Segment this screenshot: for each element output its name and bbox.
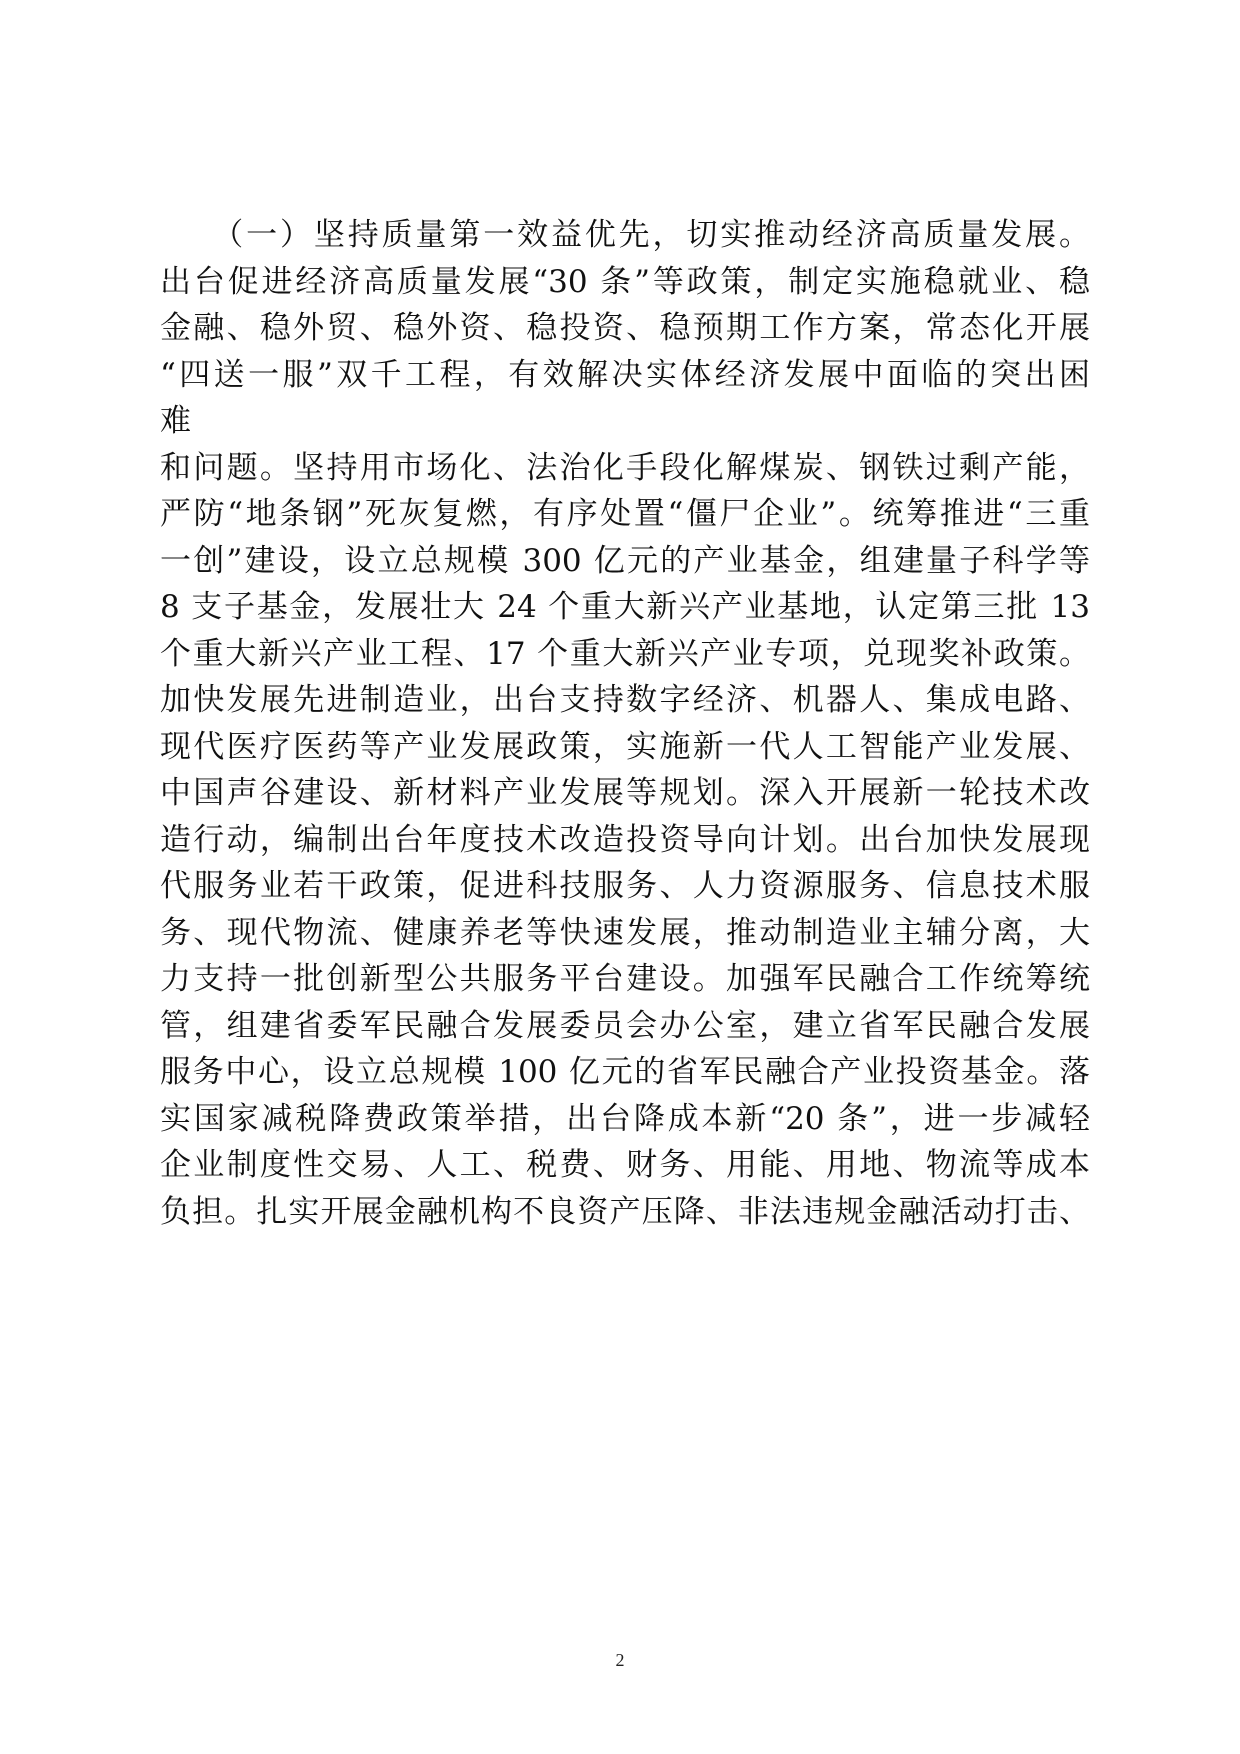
text-line: 力支持一批创新型公共服务平台建设。加强军民融合工作统筹统 [160,961,1090,997]
text-line: 代服务业若干政策，促进科技服务、人力资源服务、信息技术服 [160,868,1090,904]
text-line: 个重大新兴产业工程、17 个重大新兴产业专项，兑现奖补政策。 [160,635,1090,672]
text-line: 难 [160,403,191,439]
text-line: 管，组建省委军民融合发展委员会办公室，建立省军民融合发展 [160,1007,1090,1044]
page-number: 2 [615,1650,625,1670]
text-line: 8 支子基金，发展壮大 24 个重大新兴产业基地，认定第三批 13 [160,589,1090,625]
text-line: 严防“地条钢”死灰复燃，有序处置“僵尸企业”。统筹推进“三重 [160,496,1090,532]
text-line: 务、现代物流、健康养老等快速发展，推动制造业主辅分离，大 [160,914,1090,951]
text-line: 中国声谷建设、新材料产业发展等规划。深入开展新一轮技术改 [160,775,1090,811]
text-line: 服务中心，设立总规模 100 亿元的省军民融合产业投资基金。落 [160,1054,1090,1090]
text-line: “四送一服”双千工程，有效解决实体经济发展中面临的突出困 [160,356,1090,393]
text-line: 现代医疗医药等产业发展政策，实施新一代人工智能产业发展、 [160,728,1090,765]
text-line: （一）坚持质量第一效益优先，切实推动经济高质量发展。 [160,217,1090,253]
text-line: 出台促进经济高质量发展“30 条”等政策，制定实施稳就业、稳 [160,263,1090,300]
text-line: 企业制度性交易、人工、税费、财务、用能、用地、物流等成本 [160,1147,1090,1183]
text-line: 金融、稳外贸、稳外资、稳投资、稳预期工作方案，常态化开展 [160,310,1090,346]
body-paragraph [160,212,1090,1235]
text-line: 负担。扎实开展金融机构不良资产压降、非法违规金融活动打击、 [160,1193,1090,1230]
text-line: 加快发展先进制造业，出台支持数字经济、机器人、集成电路、 [160,682,1090,718]
text-line: 和问题。坚持用市场化、法治化手段化解煤炭、钢铁过剩产能， [160,449,1090,486]
text-line: 实国家减税降费政策举措，出台降成本新“20 条”，进一步减轻 [160,1100,1090,1137]
text-line: 造行动，编制出台年度技术改造投资导向计划。出台加快发展现 [160,821,1090,858]
text-line: 一创”建设，设立总规模 300 亿元的产业基金，组建量子科学等 [160,542,1090,579]
